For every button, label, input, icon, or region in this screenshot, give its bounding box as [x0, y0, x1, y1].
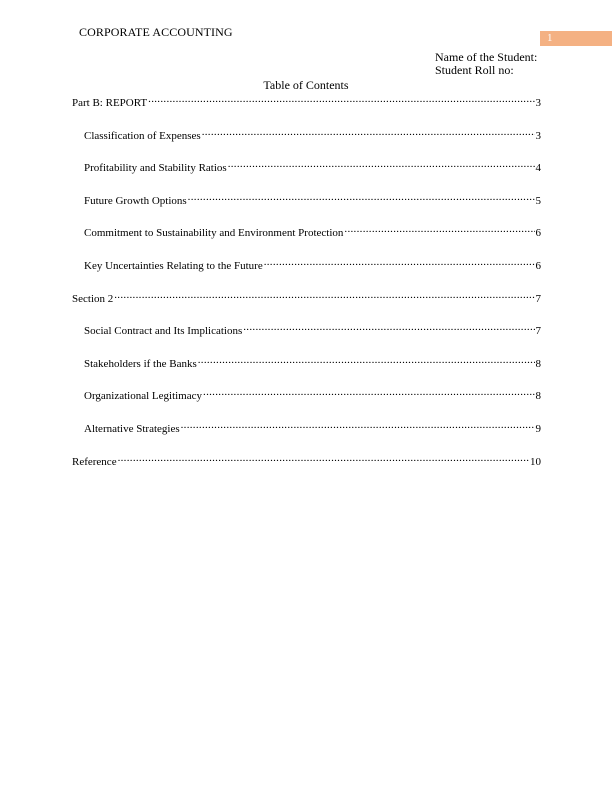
- toc-entry-page: 5: [535, 195, 541, 207]
- toc-dot-leader: [148, 92, 534, 106]
- toc-dot-leader: [228, 157, 535, 171]
- toc-entry[interactable]: [84, 353, 541, 371]
- toc-dot-leader: [243, 320, 534, 334]
- student-info-block: [435, 51, 537, 77]
- toc-entry-page: 6: [535, 260, 541, 272]
- toc-dot-leader: [264, 255, 535, 269]
- toc-dot-leader: [198, 353, 535, 367]
- toc-entry-label: Part B: REPORT: [72, 97, 148, 109]
- toc-entry[interactable]: [84, 125, 541, 143]
- toc-entry-page: 8: [535, 358, 541, 370]
- toc-dot-leader: [118, 451, 529, 465]
- toc-dot-leader: [344, 222, 534, 236]
- toc-entry-page: 3: [535, 130, 541, 142]
- toc-entry-label: Organizational Legitimacy: [84, 390, 203, 402]
- toc-dot-leader: [188, 190, 535, 204]
- toc-entry-label: Classification of Expenses: [84, 130, 201, 142]
- toc-entry-label: Alternative Strategies: [84, 423, 180, 435]
- toc-entry[interactable]: [84, 157, 541, 175]
- toc-entry[interactable]: [84, 255, 541, 273]
- toc-entry-page: 7: [535, 325, 541, 337]
- toc-entry-label: Profitability and Stability Ratios: [84, 162, 227, 174]
- toc-entry[interactable]: [84, 190, 541, 208]
- toc-entry-page: 8: [535, 390, 541, 402]
- toc-dot-leader: [181, 418, 535, 432]
- toc-entry[interactable]: [72, 92, 541, 110]
- toc-entry-label: Reference: [72, 456, 117, 468]
- student-name-label: Name of the Student:: [435, 50, 538, 64]
- toc-entry-page: 7: [535, 293, 541, 305]
- toc-entry[interactable]: [72, 288, 541, 306]
- toc-entry-page: 10: [530, 456, 541, 468]
- toc-entry-label: Stakeholders if the Banks: [84, 358, 197, 370]
- running-header: CORPORATE ACCOUNTING: [79, 25, 233, 39]
- toc-entry-page: 9: [535, 423, 541, 435]
- toc-entry-page: 4: [535, 162, 541, 174]
- toc-entry-label: Key Uncertainties Relating to the Future: [84, 260, 263, 272]
- toc-entry[interactable]: [72, 451, 541, 469]
- toc-entry[interactable]: [84, 418, 541, 436]
- toc-entry-label: Commitment to Sustainability and Environment Protection: [84, 227, 344, 239]
- toc-entry[interactable]: [84, 385, 541, 403]
- toc-entry[interactable]: [84, 222, 541, 240]
- toc-dot-leader: [203, 385, 534, 399]
- toc-dot-leader: [202, 125, 535, 139]
- toc-entry[interactable]: [84, 320, 541, 338]
- student-roll-label: Student Roll no:: [435, 63, 514, 77]
- toc-entry-label: Future Growth Options: [84, 195, 187, 207]
- toc-entry-label: Section 2: [72, 293, 114, 305]
- toc-entry-page: 3: [535, 97, 541, 109]
- page-number-badge: 1: [540, 31, 612, 46]
- toc-heading: Table of Contents: [263, 78, 349, 92]
- toc-entry-label: Social Contract and Its Implications: [84, 325, 243, 337]
- toc-entry-page: 6: [535, 227, 541, 239]
- toc-dot-leader: [114, 288, 534, 302]
